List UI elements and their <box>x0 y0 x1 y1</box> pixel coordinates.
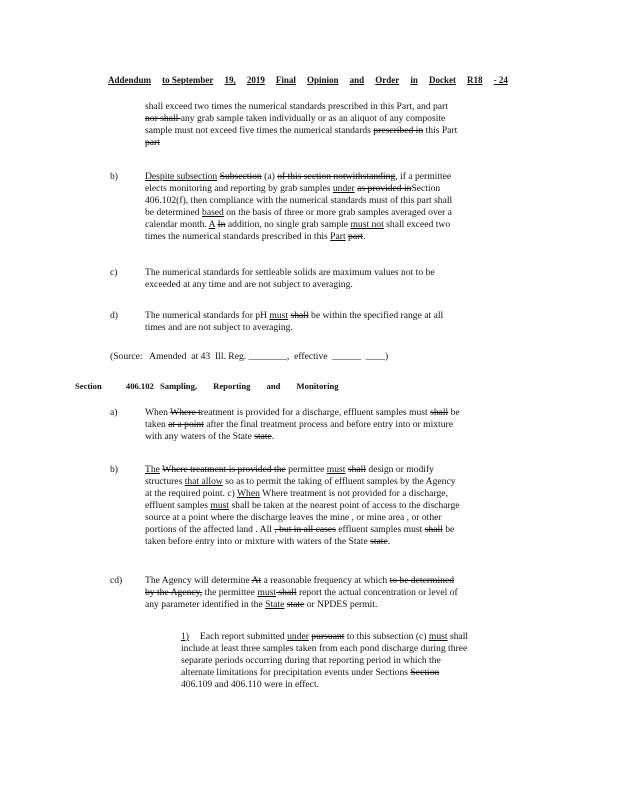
text: taken <box>145 419 169 430</box>
header-word: Order <box>375 75 400 85</box>
text-line <box>181 655 541 667</box>
deleted-text: at a point <box>168 419 204 430</box>
text: this Part <box>423 125 458 136</box>
inserted-text: must <box>269 310 289 321</box>
subsection-label: d) <box>110 310 118 321</box>
text: effluent samples must <box>335 524 425 535</box>
deleted-text: as provided in <box>357 183 412 194</box>
text-line <box>145 125 537 137</box>
text-line <box>145 512 537 524</box>
inserted-text: must not <box>350 219 384 230</box>
text-line <box>181 667 541 679</box>
text: any parameter identified in the <box>145 599 266 610</box>
text: Where treatment is not provided for a discharge, <box>259 488 448 499</box>
text: When <box>145 407 171 418</box>
inserted-text: under <box>287 631 309 642</box>
text-line <box>145 207 537 219</box>
text: Section <box>411 183 441 194</box>
text: reatment is provided for a discharge, effluent samples must <box>200 407 431 418</box>
deleted-text: Where t <box>170 407 201 418</box>
inserted-text: Part <box>330 231 346 242</box>
text-line <box>181 631 541 643</box>
text: . <box>362 231 366 242</box>
text-line <box>145 113 537 125</box>
inserted-text: Despite subsection <box>145 171 218 182</box>
text-line <box>145 310 537 322</box>
deleted-text: nor shall <box>145 113 181 124</box>
text-line <box>145 575 537 587</box>
text: be <box>442 524 455 535</box>
header-word: Addendum <box>108 75 152 85</box>
deleted-text: Where treatment is provided the <box>162 464 286 475</box>
text: shall exceed two times the numerical standards prescribed in this Part, and part <box>145 101 448 112</box>
text: calendar month. <box>145 219 209 230</box>
section-word: Section <box>75 381 102 391</box>
text: to this subsection (c) <box>344 631 429 642</box>
text-line <box>145 536 537 548</box>
header-word: 2019 <box>246 75 265 85</box>
text-line <box>145 183 537 195</box>
inserted-text: must <box>428 631 448 642</box>
text: at the required point. c) <box>145 488 237 499</box>
section-number: 406.102 <box>125 381 154 391</box>
text: exceeded at any time and are not subject to averaging. <box>145 279 353 290</box>
item-1-body <box>181 631 541 691</box>
deleted-text: At <box>251 575 262 586</box>
header-word: Final <box>275 75 296 85</box>
text: effluent samples <box>145 500 211 511</box>
inserted-text: must <box>326 464 346 475</box>
text: alternate limitations for precipitation events under Sections <box>181 667 411 678</box>
text-line <box>145 137 537 149</box>
text: be within the specified range at all <box>308 310 444 321</box>
text: be <box>448 407 460 418</box>
header-word: 19, <box>224 75 236 85</box>
subsection-d <box>145 310 537 334</box>
text: times the numerical standards prescribed in this <box>145 231 331 242</box>
text: separate periods occurring during that reporting period in which the <box>181 655 441 666</box>
text: a reasonable frequency at which <box>261 575 390 586</box>
header-word: to September <box>162 75 214 85</box>
deleted-text: by the Agency, <box>145 587 203 598</box>
header-word: in <box>410 75 418 85</box>
deleted-text: shall <box>290 310 309 321</box>
inserted-text: The <box>145 464 160 475</box>
deleted-text: pursuant <box>311 631 345 642</box>
inserted-text: must <box>210 500 230 511</box>
text: taken before entry into or mixture with waters of the State <box>145 536 371 547</box>
subsection-a <box>145 407 537 443</box>
text-line <box>145 101 537 113</box>
deleted-text: Subsection <box>219 171 262 182</box>
deleted-text: shall <box>424 524 443 535</box>
header-word: Opinion <box>307 75 339 85</box>
text: the permittee <box>202 587 258 598</box>
inserted-text: State <box>265 599 285 610</box>
deleted-text: Section <box>410 667 440 678</box>
deleted-text: part <box>348 231 363 242</box>
text-line <box>145 279 537 291</box>
inserted-text: under <box>332 183 355 194</box>
deleted-text: shall <box>347 464 366 475</box>
subsection-label: b) <box>110 464 118 475</box>
inserted-text: that allow <box>184 476 223 487</box>
text-line <box>145 500 537 512</box>
deleted-text: to be determined <box>389 575 455 586</box>
text: The numerical standards for pH <box>145 310 270 321</box>
text: or NPDES permit. <box>304 599 378 610</box>
inserted-text: When <box>237 488 260 499</box>
header-word: Docket <box>428 75 456 85</box>
text: 406.102(f), then compliance with the numerical standards must of this part shall <box>145 195 453 206</box>
text-line <box>145 476 537 488</box>
text: 406.109 and 406.110 were in effect. <box>181 679 320 690</box>
text: times and are not subject to averaging. <box>145 322 293 333</box>
text: so as to permit the taking of effluent samples by the Agency <box>222 476 456 487</box>
text: design or modify <box>366 464 434 475</box>
text-line <box>145 587 537 599</box>
text: permittee <box>285 464 327 475</box>
deleted-text: shall <box>276 587 297 598</box>
text-line <box>145 407 537 419</box>
text: addition, no single grab sample <box>225 219 351 230</box>
subsection-c <box>145 267 537 291</box>
text: sample must not exceed five times the numerical standards <box>145 125 374 136</box>
source-note: (Source: Amended at 43 Ill. Reg. ________, effective ______ ____) <box>110 351 389 362</box>
text-line <box>181 679 541 691</box>
inserted-text: based <box>202 207 224 218</box>
subsection-label: b) <box>110 171 118 182</box>
text: with any waters of the State <box>145 431 255 442</box>
text: The Agency will determine <box>145 575 252 586</box>
text-line <box>145 219 537 231</box>
text-line <box>145 171 537 183</box>
text: shall exceed two <box>383 219 451 230</box>
text: after the final treatment process and before entry into or mixture <box>203 419 453 430</box>
text-line <box>181 643 541 655</box>
text: structures <box>145 476 185 487</box>
deleted-text: shall <box>430 407 449 418</box>
inserted-text: must <box>257 587 277 598</box>
deleted-text: state <box>286 599 305 610</box>
deleted-text: part <box>145 137 160 148</box>
text: report the actual concentration or level of <box>296 587 458 598</box>
text: include at least three samples taken from each pond discharge during three <box>181 643 468 654</box>
text: . <box>271 431 275 442</box>
text-line <box>145 488 537 500</box>
header-word: R18 <box>467 75 483 85</box>
text-line <box>145 195 537 207</box>
text-line <box>145 419 537 431</box>
subsection-label: a) <box>110 407 118 418</box>
deleted-text: In <box>217 219 226 230</box>
text: elects monitoring and reporting by grab samples <box>145 183 333 194</box>
text: on the basis of three or more grab samples averaged over a <box>223 207 452 218</box>
subsection-label: cd) <box>110 575 123 586</box>
text: portions of the affected land . All <box>145 524 275 535</box>
continued-paragraph <box>145 101 537 149</box>
text-line <box>145 267 537 279</box>
deleted-text: of this section notwithstanding <box>277 171 396 182</box>
deleted-text: prescribed in <box>373 125 424 136</box>
text: any grab sample taken individually or as an aliquot of any composite <box>180 113 446 124</box>
subsection-c2 <box>145 575 537 611</box>
text: source at a point where the discharge leaves the mine , or mine area , or other <box>145 512 442 523</box>
subsection-label: c) <box>110 267 118 278</box>
text-line <box>145 599 537 611</box>
text: shall be taken at the nearest point of access to the discharge <box>229 500 460 511</box>
deleted-text: state <box>254 431 272 442</box>
text: The numerical standards for settleable solids are maximum values not to be <box>145 267 435 278</box>
header-word: and <box>349 75 365 85</box>
section-title: Sampling, Reporting and Monitoring <box>160 381 339 391</box>
text: . <box>387 536 391 547</box>
text: (a) <box>261 171 278 182</box>
text-line <box>145 322 537 334</box>
page-header <box>108 75 508 85</box>
text-line <box>145 231 537 243</box>
item-label: 1) <box>181 631 189 642</box>
subsection-b2 <box>145 464 537 548</box>
text-line <box>145 464 537 476</box>
text-line <box>145 431 537 443</box>
text: Each report submitted <box>200 631 288 642</box>
inserted-text: A <box>208 219 216 230</box>
subsection-b <box>145 171 537 243</box>
deleted-text: , but in all cases <box>274 524 336 535</box>
deleted-text: state <box>370 536 388 547</box>
text-line <box>145 524 537 536</box>
text: , if a permittee <box>395 171 452 182</box>
section-heading <box>75 381 154 391</box>
header-word: - 24 <box>493 75 508 85</box>
text: shall <box>447 631 469 642</box>
text: be determined <box>145 207 203 218</box>
